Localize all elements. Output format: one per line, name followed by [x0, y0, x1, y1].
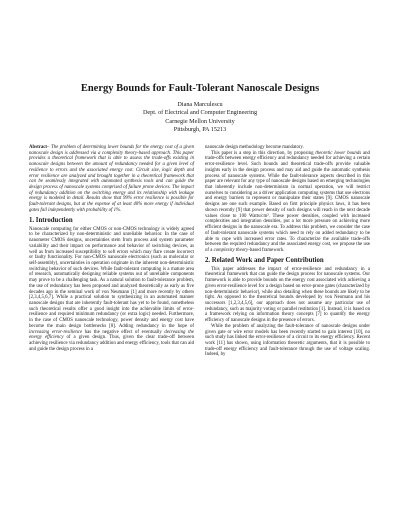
author-name: Diana Marculescu	[177, 101, 223, 108]
intro-text-2: has the negative effect of eventually	[82, 329, 165, 335]
intro-emphasis-2: decreasing the energy efficiency	[29, 329, 195, 341]
contrib-emphasis-1: theoretic lower bounds	[315, 150, 362, 156]
intro-text-3: of a given design. Thus, given the clear trade-off between achieving resilience via redundancy addition and energy efficiency, tools that can aid and guide the design process in a	[29, 335, 194, 352]
contrib-text-1: This paper is a step in this direction, by proposing	[211, 150, 316, 156]
contribution-paragraph	[205, 151, 370, 254]
contrib-text-2: and trade-offs between energy efficiency and redundancy needed for achieving a certain error-resilience level. Such bounds and theoretical trade-offs provide valuable insights early in the design process and may aid and guide the automatic synthesis process of nanoscale systems. While the fault-tolerance aspects described in this paper are relevant for any type of nanoscale designs based on emerging technologies that inherently include non-determinism in normal operation, we will restrict ourselves to considering as a driver application computing systems that use electrons and energy barriers to represent or manipulate their states [9]. CMOS nanoscale designs are one such example. Based on first principle physics laws, it has been shown recently [9] that power density of such designs will reach in the next decade values close to 100 Watts/cm². These power densities, coupled with increased complexities and integration densities, put a lot more pressure on achieving more efficient designs in the nanoscale era. To address this problem, we consider the case of fault-tolerant nanoscale systems which need to rely on added redundancy to be able to cope with increased error rates. To characterize the available trade-offs between the required redundancy and the associated energy cost, we propose the use of a	[205, 150, 370, 253]
author-department: Dept. of Electrical and Computer Engineering	[142, 109, 258, 117]
paper-title: Energy Bounds for Fault-Tolerant Nanoscale Designs	[80, 83, 320, 94]
abstract-text: – The problem of determining lower bounds for the energy cost of a given nanoscale design is addressed via a complexity theory-based approach. This paper provides a theoretical framework that is able to assess the trade-offs existing in nanoscale designs between the amount of redundancy needed for a given level of resilience to errors and the associated energy cost. Circuit size, logic depth and error resilience are analyzed and brought together in a theoretical framework that can be seamlessly integrated with automated synthesis tools and can guide the design process of nanoscale systems comprised of failure prone devices. The impact of redundancy addition on the switching energy and its relationship with leakage energy is modeled in detail. Results show that 99% error resilience is possible for fault-tolerant designs, but at the expense of at least 40% more energy if individual gates fail independently with probability of 1%.	[29, 145, 194, 213]
author-university: Carnegie Mellon University	[165, 117, 235, 125]
left-column	[29, 145, 194, 352]
intro-text-1: Nanoscale computing for either CMOS or non-CMOS technology is widely agreed to be characterized by non-deterministic and unreliable behavior. In the case of nanometer CMOS designs, uncertainties stem from process and system parameter variability and their impact on performance and behavior of switching devices, as well as from increased susceptibility to soft errors which may flare create incorrect or faulty functionality. For non-CMOS nanoscale electronics (such as molecular or self-assembly), uncertainties in operation originate in the inherent non-deterministic switching behavior of such devices. While fault-tolerant computing is a mature area of research, automatically designing reliable systems out of unreliable components may prove to be a challenging task. As a natural solution to fault-tolerance problem, the use of redundancy has been proposed and analyzed theoretically as early as five decades ago in the seminal work of von Neumann [1] and more recently by others [2,3,4,5,6,7]. While a practical solution to synthesizing in an automated manner nanoscale designs that are inherently fault-tolerant has yet to be found, nonetheless such theoretical results offer a good insight into the achievable limits of error-resilience and required minimum redundancy (or extra logic) needed. Furthermore, in the case of CMOS nanoscale technology, power density and energy cost have become the main design bottlenecks [8]. Adding redundancy in the hope of	[29, 226, 194, 329]
intro-emphasis-1: increasing error-resilience	[29, 329, 83, 335]
section-heading-related-work: 2. Related Work and Paper Contribution	[205, 256, 324, 264]
right-column	[205, 145, 370, 358]
abstract	[29, 145, 194, 214]
author-city: Pittsburgh, PA 15213	[173, 125, 227, 133]
related-work-paragraph-1: This paper addresses the impact of error-resilience and redundancy in a theoretical framework that can guide the design process for nanoscale systems. Our framework is able to provide bounds on the energy cost associated with achieving a given error-resilience level for a design based on error-prone gates (characterized by non-deterministic behavior), while also detailing when these bounds are likely to be tight. As opposed to the theoretical bounds developed by von Neumann and his successors [1,2,3,4,5,6], our approach does not assume any particular use of redundancy, such as majority voting or parallel restitution [1]. Instead, it is based on a framework relying on information theory concepts [7] to quantify the energy efficiency of nanoscale designs in the presence of errors.	[205, 266, 370, 324]
contrib-text-3: -based framework.	[248, 247, 285, 253]
contrib-emphasis-2: complexity theory	[213, 247, 249, 253]
continued-paragraph: nanoscale design methodology become mandatory.	[205, 145, 304, 150]
introduction-paragraph	[29, 227, 194, 353]
abstract-heading: Abstract	[29, 145, 48, 150]
author-block	[60, 101, 340, 134]
section-heading-introduction: 1. Introduction	[29, 216, 73, 224]
related-work-paragraph-2: While the problem of analyzing the fault-tolerance of nanoscale designs under given gate or wire error models has been recently started to gain interest [10], no such study has linked the error-resilience of a circuit to its energy efficiency. Recent work [11] has shown, using information theoretic arguments, that it is possible to trade-off energy efficiency and fault-tolerance through the use of voltage scaling. Indeed, by	[205, 323, 370, 358]
